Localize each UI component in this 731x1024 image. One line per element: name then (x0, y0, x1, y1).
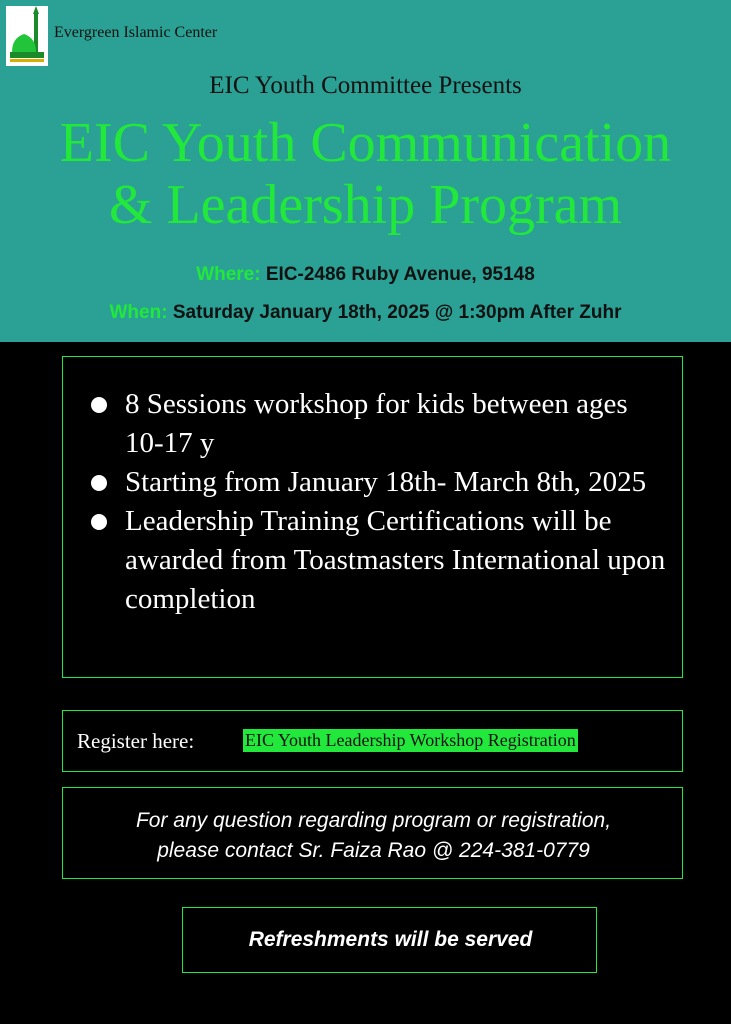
list-item: Leadership Training Certifications will be awarded from Toastmasters International upon completion (89, 502, 669, 619)
register-label: Register here: (77, 729, 195, 753)
contact-line-1: For any question regarding program or registration, (135, 809, 612, 832)
contact-box (62, 787, 683, 879)
contact-text (63, 806, 684, 866)
list-item: Starting from January 18th- March 8th, 2025 (89, 463, 669, 502)
when-value: Saturday January 18th, 2025 @ 1:30pm After Zuhr (172, 302, 622, 323)
refreshments-box (182, 907, 597, 973)
registration-box (62, 710, 683, 772)
where-line (0, 264, 731, 286)
when-line (0, 302, 731, 324)
where-value: EIC-2486 Ruby Avenue, 95148 (265, 264, 535, 285)
list-item: 8 Sessions workshop for kids between ages 10-17 y (89, 385, 669, 463)
org-name: Evergreen Islamic Center (54, 24, 218, 41)
program-title (0, 112, 731, 236)
registration-link[interactable]: EIC Youth Leadership Workshop Registration (245, 730, 576, 750)
title-line-1: EIC Youth Communication (59, 112, 672, 174)
details-list (89, 385, 669, 619)
contact-line-2: please contact Sr. Faiza Rao @ 224-381-0779 (157, 839, 590, 862)
header-banner (0, 0, 731, 342)
presents-heading: EIC Youth Committee Presents (209, 72, 522, 99)
where-label: Where: (196, 264, 261, 285)
mosque-logo-icon (6, 6, 48, 66)
refreshments-text: Refreshments will be served (248, 928, 533, 951)
details-box (62, 356, 683, 678)
when-label: When: (109, 302, 168, 323)
title-line-2: & Leadership Program (108, 174, 623, 236)
